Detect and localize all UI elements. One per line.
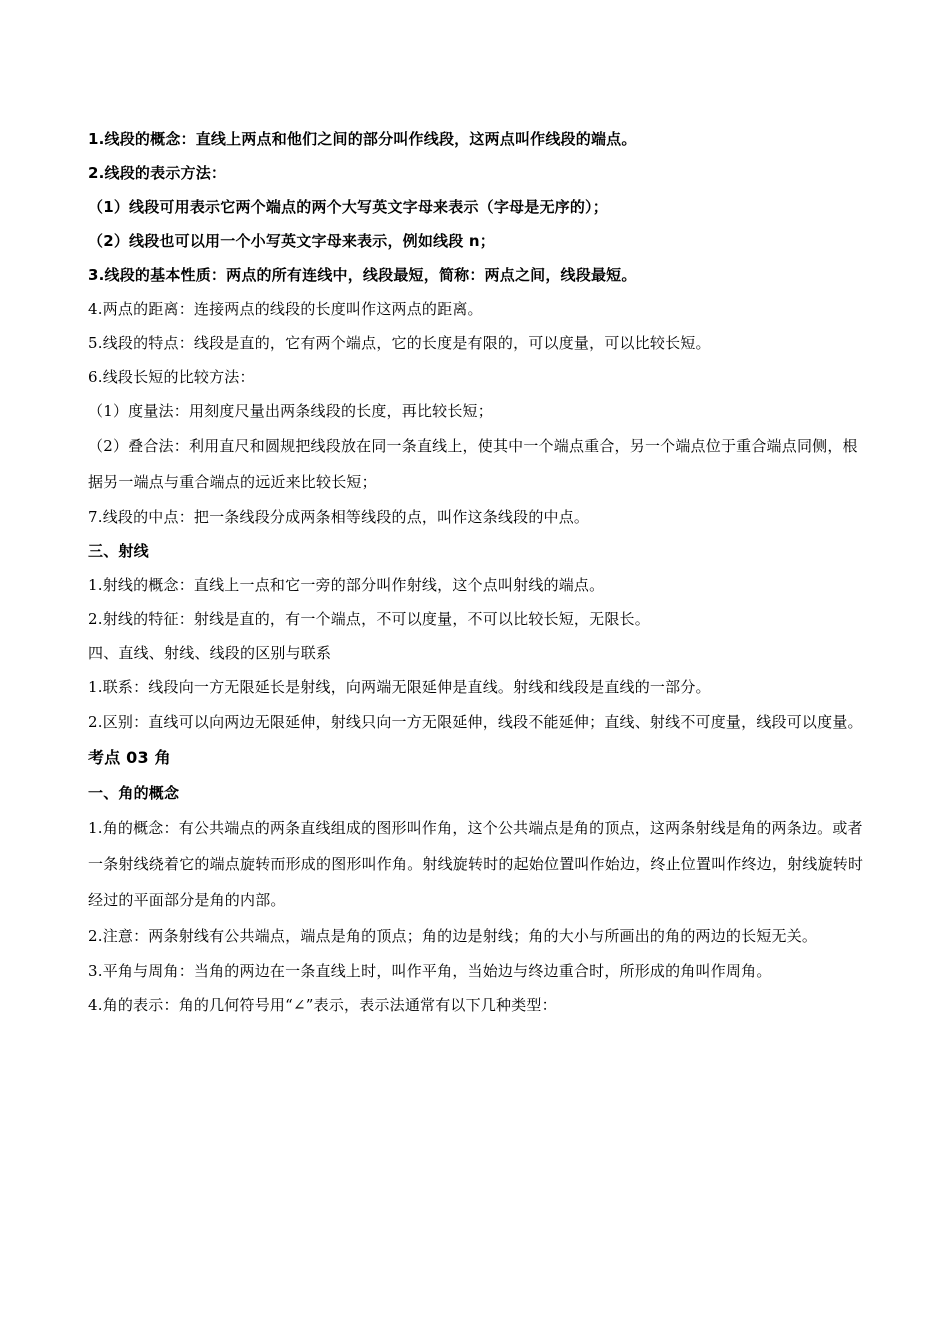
- text-line-21: 2.注意：两条射线有公共端点，端点是角的顶点；角的边是射线；角的大小与所画出的角的两边的长短无关。: [88, 927, 818, 945]
- text-line-2: 2.线段的表示方法：: [88, 164, 227, 182]
- text-line-16: 1.联系：线段向一方无限延长是射线，向两端无限延伸是直线。射线和线段是直线的一部分。: [88, 678, 711, 696]
- document-page: [88, 122, 864, 1022]
- topic-heading: 考点 03 角: [88, 748, 171, 767]
- text-line-23: 4.角的表示：角的几何符号用“∠”表示，表示法通常有以下几种类型：: [88, 996, 557, 1014]
- text-line-9: （1）度量法：用刻度尺量出两条线段的长度，再比较长短；: [88, 402, 493, 420]
- text-line-8: 6.线段长短的比较方法：: [88, 368, 255, 386]
- section-heading-comparison: 四、直线、射线、线段的区别与联系: [88, 644, 332, 662]
- text-line-22: 3.平角与周角：当角的两边在一条直线上时，叫作平角，当始边与终边重合时，所形成的角叫作周角。: [88, 962, 772, 980]
- section-heading-angle-concept: 一、角的概念: [88, 784, 180, 802]
- text-line-6: 4.两点的距离：连接两点的线段的长度叫作这两点的距离。: [88, 300, 483, 318]
- text-line-5: 3.线段的基本性质：两点的所有连线中，线段最短，简称：两点之间，线段最短。: [88, 266, 637, 284]
- section-heading-ray: 三、射线: [88, 542, 149, 560]
- text-line-4: （2）线段也可以用一个小写英文字母来表示，例如线段 n；: [88, 232, 495, 250]
- text-line-20: 1.角的概念：有公共端点的两条直线组成的图形叫作角，这个公共端点是角的顶点，这两条射线是角的两条边。或者一条射线绕着它的端点旋转而形成的图形叫作角。射线旋转时的起始位置叫作始边，终止位置叫作终边，射线旋转时经过的平面部分是角的内部。: [88, 819, 864, 909]
- text-line-13: 1.射线的概念：直线上一点和它一旁的部分叫作射线，这个点叫射线的端点。: [88, 576, 605, 594]
- text-line-14: 2.射线的特征：射线是直的，有一个端点，不可以度量，不可以比较长短，无限长。: [88, 610, 650, 628]
- text-line-17: 2.区别：直线可以向两边无限延伸，射线只向一方无限延伸，线段不能延伸；直线、射线不可度量，线段可以度量。: [88, 713, 863, 731]
- text-line-7: 5.线段的特点：线段是直的，它有两个端点，它的长度是有限的，可以度量，可以比较长短。: [88, 334, 711, 352]
- text-line-10: （2）叠合法：利用直尺和圆规把线段放在同一条直线上，使其中一个端点重合，另一个端点位于重合端点同侧，根据另一端点与重合端点的远近来比较长短；: [88, 437, 858, 491]
- text-line-11: 7.线段的中点：把一条线段分成两条相等线段的点，叫作这条线段的中点。: [88, 508, 590, 526]
- text-line-3: （1）线段可用表示它两个端点的两个大写英文字母来表示（字母是无序的）；: [88, 198, 608, 216]
- text-line-1: 1.线段的概念：直线上两点和他们之间的部分叫作线段，这两点叫作线段的端点。: [88, 130, 637, 148]
